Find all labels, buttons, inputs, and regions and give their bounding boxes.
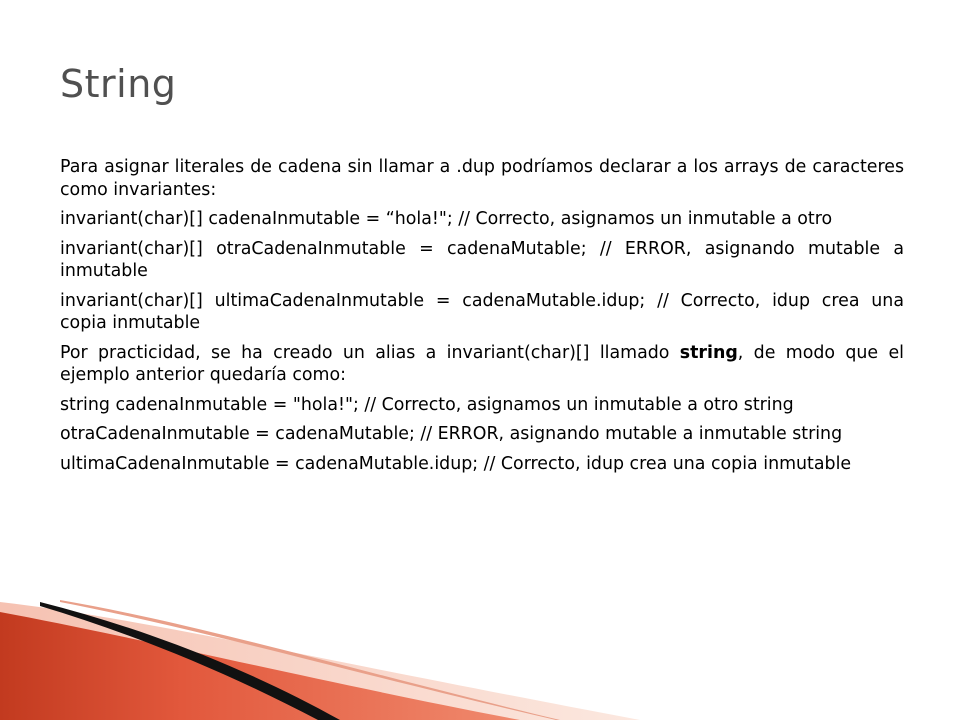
- paragraph-text: otraCadenaInmutable = cadenaMutable; // ERROR, asignando mutable a inmutable string: [60, 424, 843, 444]
- paragraph: [60, 423, 904, 446]
- wave-band-red: [0, 612, 520, 720]
- bold-keyword: string: [679, 342, 738, 363]
- paragraph-text: string cadenaInmutable = "hola!"; // Correcto, asignamos un inmutable a otro string: [60, 394, 794, 415]
- paragraph-text: , de modo que el ejemplo anterior quedaría como:: [60, 342, 904, 385]
- paragraph: [60, 290, 904, 335]
- wave-line-thin: [60, 600, 560, 720]
- wave-line-dark: [40, 602, 340, 720]
- corner-wave-decoration: [0, 600, 960, 720]
- paragraph-text: invariant(char)[] otraCadenaInmutable = cadenaMutable; // ERROR, asignando mutable a inmutable: [60, 238, 904, 281]
- paragraph-text: invariant(char)[] cadenaInmutable = “hola!"; // Correcto, asignamos un inmutable a otro: [60, 209, 833, 229]
- slide-body: [60, 156, 904, 482]
- paragraph: [60, 342, 904, 387]
- paragraph-text: Por practicidad, se ha creado un alias a invariant(char)[] llamado: [60, 342, 680, 363]
- paragraph: [60, 453, 904, 476]
- paragraph: [60, 238, 904, 283]
- slide-title: String: [60, 62, 177, 106]
- paragraph-text: ultimaCadenaInmutable = cadenaMutable.idup; // Correcto, idup crea una copia inmutable: [60, 453, 852, 474]
- paragraph-text: Para asignar literales de cadena sin llamar a .dup podríamos declarar a los arrays de caracteres como invariantes:: [60, 157, 904, 200]
- paragraph: [60, 156, 904, 201]
- paragraph: [60, 394, 904, 417]
- wave-band-light: [0, 602, 640, 720]
- paragraph: [60, 208, 904, 231]
- paragraph-text: invariant(char)[] ultimaCadenaInmutable = cadenaMutable.idup; // Correcto, idup crea una copia inmutable: [60, 290, 904, 333]
